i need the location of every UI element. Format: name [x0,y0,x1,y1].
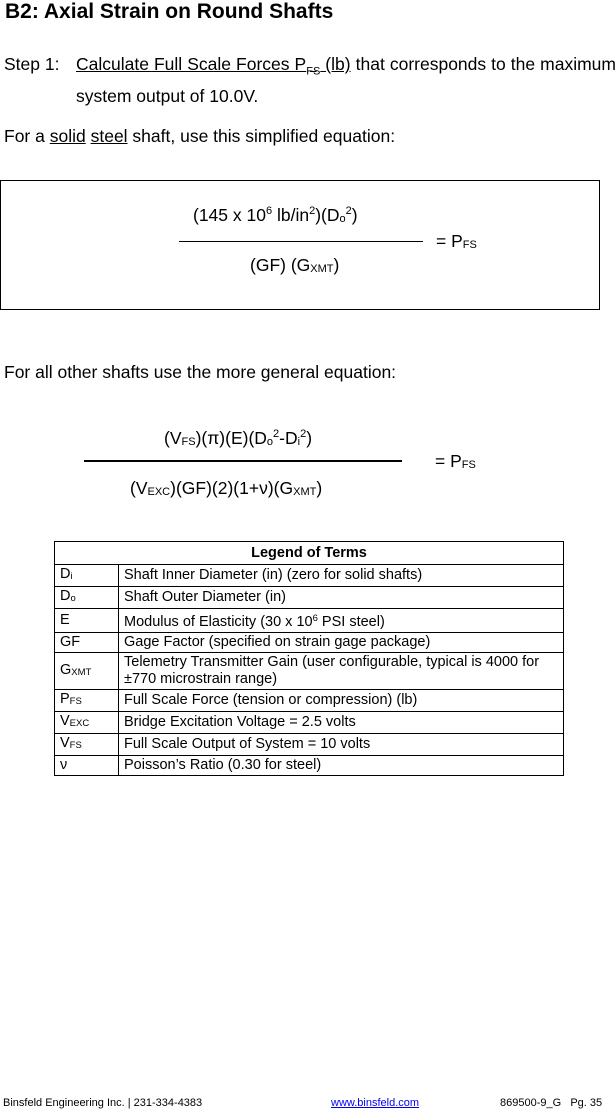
table-row [55,565,564,587]
legend-header-row [55,542,564,565]
simple-result: = $P_{FS}$ [436,231,477,251]
step-1-text: Calculate Full Scale Forces $P_{FS}$ (lb) that corresponds to the maximum system output of 10.0V. [76,54,616,106]
table-row [55,609,564,633]
legend-symbol: E [55,609,119,633]
table-row [55,633,564,653]
legend-symbol: ν [55,756,119,776]
legend-symbol: $D_i$ [55,565,119,587]
website-link[interactable]: www.binsfeld.com [331,1097,420,1109]
general-fraction-bar [84,460,402,462]
legend-description: Full Scale Force (tension or compression) (lb) [119,690,564,712]
legend-symbol: GF [55,633,119,653]
legend-description: Gage Factor (specified on strain gage package) [119,633,564,653]
legend-symbol: $V_{EXC}$ [55,712,119,734]
table-row [55,712,564,734]
table-row [55,587,564,609]
table-row [55,690,564,712]
solid-word: solid [49,126,86,146]
simple-fraction-bar [179,241,423,242]
legend-description: Modulus of Elasticity (30 x $10^6$ PSI steel) [119,609,564,633]
simple-numerator: (145 x $10^6$ $lb/in^2)(D_o^2)$ [193,205,358,225]
legend-description: Telemetry Transmitter Gain (user configurable, typical is 4000 for ±770 microstrain range) [119,653,564,690]
general-numerator: $(V_{FS})(\pi)(E)(D_o^2-D_i^2)$ [164,428,313,448]
legend-symbol: $V_{FS}$ [55,734,119,756]
legend-description: Shaft Outer Diameter (in) [119,587,564,609]
simple-denominator: (GF) $(G_{XMT})$ [250,255,340,275]
legend-symbol: $P_{FS}$ [55,690,119,712]
table-row [55,756,564,776]
legend-description: Shaft Inner Diameter (in) (zero for solid shafts) [119,565,564,587]
general-denominator: $(V_{EXC})(GF)(2)(1+\nu)(G_{XMT})$ [130,478,323,498]
footer-website [331,1097,419,1109]
legend-title: Legend of Terms [55,542,564,565]
footer-page-number: 869500-9_G Pg. 35 [500,1097,603,1109]
general-shaft-instruction: For all other shafts use the more general equation: [4,362,397,382]
page-title: B2: Axial Strain on Round Shafts [5,0,334,23]
legend-description: Full Scale Output of System = 10 volts [119,734,564,756]
solid-shaft-instruction: For a solid steel shaft, use this simplified equation: [4,126,396,146]
footer-company: Binsfeld Engineering Inc. | 231-334-4383 [3,1097,203,1109]
step-label: Step 1: [4,54,60,74]
step-1-link: Calculate Full Scale Forces $P_{FS}$ (lb) [76,54,351,78]
table-row [55,653,564,690]
legend-symbol: $D_o$ [55,587,119,609]
legend-description: Poisson’s Ratio (0.30 for steel) [119,756,564,776]
legend-symbol: $G_{XMT}$ [55,653,119,690]
general-result: = $P_{FS}$ [435,451,476,471]
legend-table [54,541,564,776]
legend-description: Bridge Excitation Voltage = 2.5 volts [119,712,564,734]
steel-word: steel [90,126,128,146]
simplified-equation-box [0,180,600,310]
table-row [55,734,564,756]
